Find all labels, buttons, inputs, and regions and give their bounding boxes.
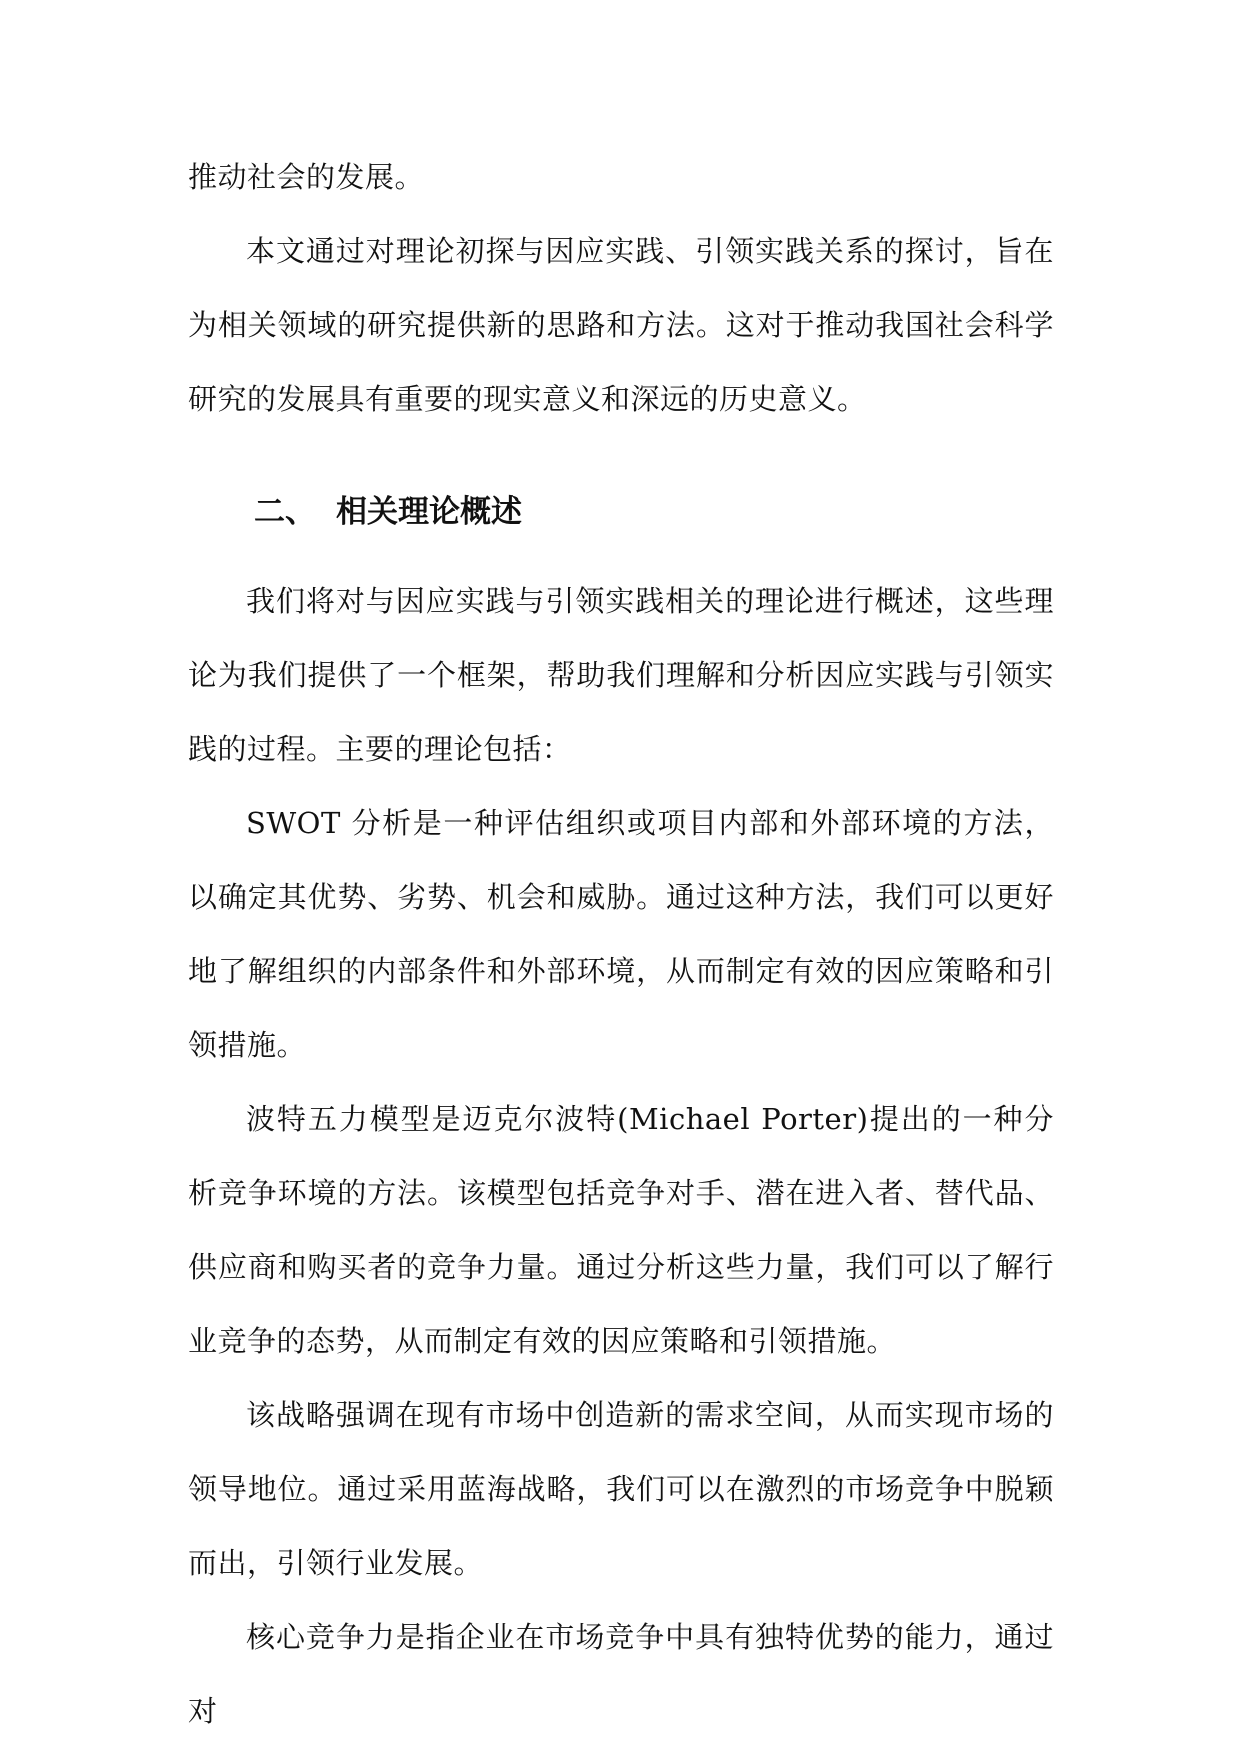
paragraph-porter-five-forces: 波特五力模型是迈克尔波特(Michael Porter)提出的一种分析竞争环境的方法。该模型包括竞争对手、潜在进入者、替代品、供应商和购买者的竞争力量。通过分析这些力量，我们可以了解行业竞争的态势，从而制定有效的因应策略和引领措施。 bbox=[188, 1102, 1054, 1358]
page-content bbox=[188, 140, 1054, 1748]
section-number: 二、 bbox=[254, 494, 316, 530]
section-heading bbox=[188, 482, 1054, 542]
paragraph-blue-ocean: 该战略强调在现有市场中创造新的需求空间，从而实现市场的领导地位。通过采用蓝海战略，我们可以在激烈的市场竞争中脱颖而出，引领行业发展。 bbox=[188, 1398, 1054, 1580]
paragraph-intro-purpose: 本文通过对理论初探与因应实践、引领实践关系的探讨，旨在为相关领域的研究提供新的思路和方法。这对于推动我国社会科学研究的发展具有重要的现实意义和深远的历史意义。 bbox=[188, 234, 1054, 416]
paragraph-core-competence: 核心竞争力是指企业在市场竞争中具有独特优势的能力，通过对 bbox=[188, 1620, 1054, 1728]
paragraph-theory-overview: 我们将对与因应实践与引领实践相关的理论进行概述，这些理论为我们提供了一个框架，帮助我们理解和分析因应实践与引领实践的过程。主要的理论包括： bbox=[188, 584, 1054, 766]
section-title: 相关理论概述 bbox=[336, 494, 522, 530]
paragraph-swot: SWOT 分析是一种评估组织或项目内部和外部环境的方法，以确定其优势、劣势、机会和威胁。通过这种方法，我们可以更好地了解组织的内部条件和外部环境，从而制定有效的因应策略和引领措施。 bbox=[188, 806, 1054, 1062]
paragraph-continuation: 推动社会的发展。 bbox=[188, 160, 425, 194]
